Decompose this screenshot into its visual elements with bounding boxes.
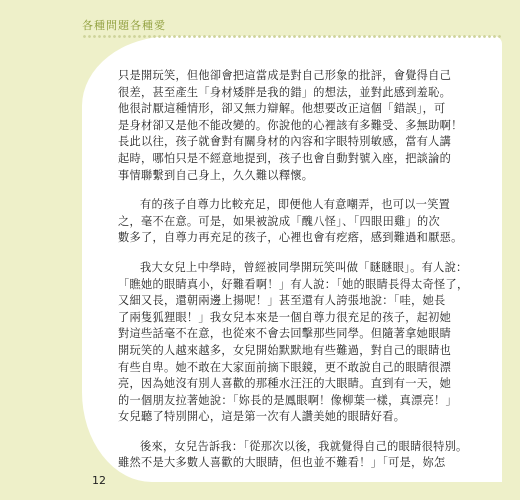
paragraph xyxy=(118,68,470,184)
text-line: 事情聯繫到自己身上，久久難以釋懷。 xyxy=(118,168,314,182)
text-line: 又細又長，還朝兩邊上揚呢！」甚至還有人誇張地說：「哇，她長 xyxy=(118,294,446,308)
text-line: 女兒聽了特別開心，這是第一次有人讚美她的眼睛好看。 xyxy=(118,410,406,424)
text-line: 後來，女兒告訴我：「從那次以後，我就覺得自己的眼睛很特別。 xyxy=(140,439,468,453)
paragraph xyxy=(118,439,470,472)
dotted-border-decoration xyxy=(82,34,502,39)
page-number: 12 xyxy=(92,474,106,487)
text-line: 有些自卑。她不敢在大家面前摘下眼鏡，更不敢說自己的眼睛很漂 xyxy=(118,360,452,374)
text-line: 「瞧她的眼睛真小，好難看啊！」有人說：「她的眼睛長得太奇怪了， xyxy=(118,277,469,291)
text-line: 有的孩子自尊力比較充足，即便他人有意嘲弄，也可以一笑置 xyxy=(140,198,451,212)
text-line: 數多了，自尊力再充足的孩子，心裡也會有疙瘩，感到難過和厭惡。 xyxy=(118,231,463,245)
paragraph xyxy=(118,197,470,247)
body-text xyxy=(118,68,470,472)
text-line: 我大女兒上中學時，曾經被同學開玩笑叫做「瞇瞇眼」。有人說： xyxy=(140,260,468,274)
running-header-title: 各種問題各種愛 xyxy=(82,19,166,32)
text-line: 了兩隻狐狸眼！」我女兒本來是一個自尊力很充足的孩子，起初她 xyxy=(118,310,452,324)
text-line: 是身材卻又是他不能改變的。你說他的心裡該有多難受、多無助啊！ xyxy=(118,118,463,132)
text-line: 很差，甚至產生「身材矮胖是我的錯」的想法，並對此感到羞恥。 xyxy=(118,85,452,99)
text-line: 之，毫不在意。可是，如果被說成「醜八怪」、「四眼田雞」的次 xyxy=(118,214,440,228)
text-line: 亮，因為她沒有別人喜歡的那種水汪汪的大眼睛。直到有一天，她 xyxy=(118,377,452,391)
text-line: 對這些話毫不在意，也從來不會去回擊那些同學。但隨著拿她眼睛 xyxy=(118,327,452,341)
text-line: 起時，哪怕只是不經意地提到，孩子也會自動對號入座，把談論的 xyxy=(118,151,452,165)
text-line: 長此以往，孩子就會對有關身材的內容和字眼特別敏感，當有人講 xyxy=(118,135,452,149)
text-line: 只是開玩笑，但他卻會把這當成是對自己形象的批評，會覺得自己 xyxy=(118,69,452,82)
text-line: 他很討厭這種情形，卻又無力辯解。他想要改正這個「錯誤」，可 xyxy=(118,102,446,116)
text-line: 的一個朋友拉著她說：「妳長的是鳳眼啊！像柳葉一樣，真漂亮！」 xyxy=(118,393,458,407)
text-line: 雖然不是大多數人喜歡的大眼睛，但也並不難看！」「可是，妳怎 xyxy=(118,456,446,470)
paragraph xyxy=(118,260,470,426)
text-line: 開玩笑的人越來越多，女兒開始默默地有些難過，對自己的眼睛也 xyxy=(118,343,452,357)
